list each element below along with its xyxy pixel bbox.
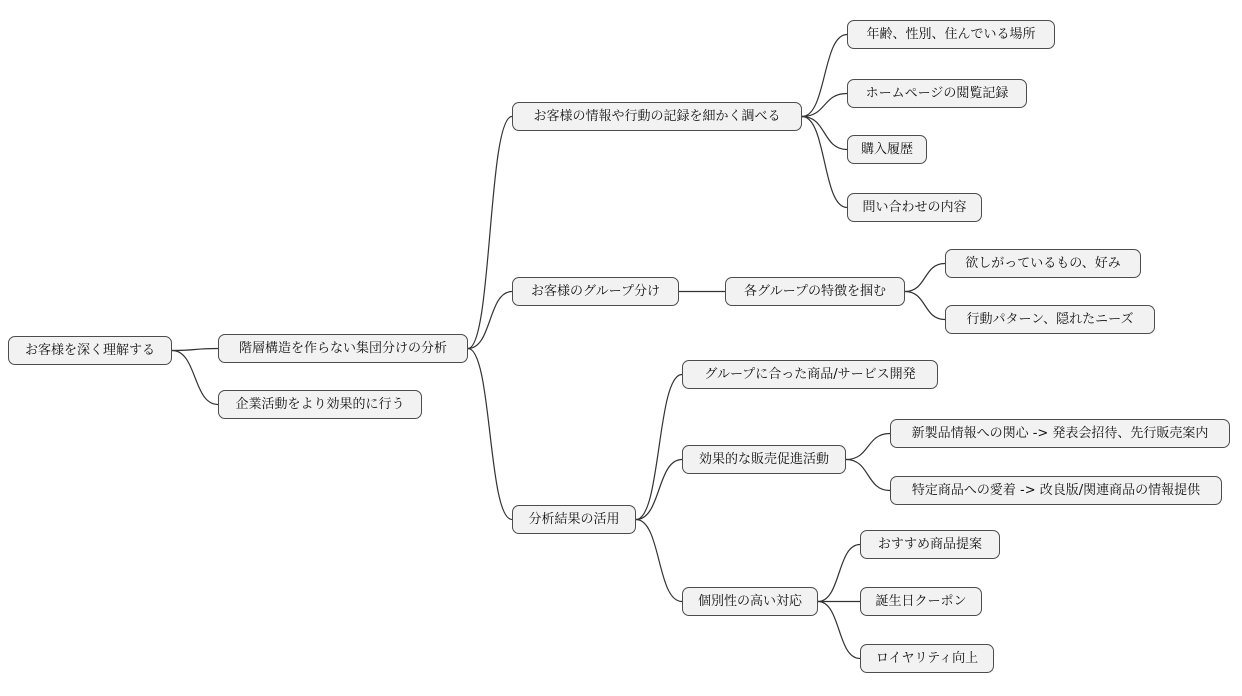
mindmap-node-label: 欲しがっているもの、好み	[965, 256, 1121, 271]
mindmap-node[interactable]	[860, 530, 1000, 559]
mindmap-edge	[905, 264, 945, 292]
mindmap-edge	[818, 545, 860, 602]
mindmap-node[interactable]	[512, 505, 636, 534]
mindmap-node-label: 効果的な販売促進活動	[698, 452, 829, 467]
mindmap-node-label: お客様のグループ分け	[531, 284, 660, 299]
mindmap-node[interactable]	[847, 135, 927, 164]
mindmap-edge	[802, 117, 847, 208]
mindmap-node[interactable]	[860, 587, 982, 616]
mindmap-node-label: おすすめ商品提案	[877, 537, 983, 552]
mindmap-node-label: 階層構造を作らない集団分けの分析	[238, 341, 447, 356]
mindmap-edge	[636, 375, 682, 520]
mindmap-node-label: 分析結果の活用	[528, 512, 620, 527]
mindmap-node[interactable]	[218, 390, 422, 419]
mindmap-edge	[636, 520, 682, 602]
mindmap-node[interactable]	[8, 336, 172, 365]
mindmap-node-label: 個別性の高い対応	[697, 594, 802, 609]
mindmap-node[interactable]	[725, 277, 905, 306]
mindmap-node[interactable]	[945, 249, 1141, 278]
mindmap-node-label: 行動パターン、隠れたニーズ	[966, 312, 1134, 327]
mindmap-node[interactable]	[890, 419, 1230, 448]
mindmap-node[interactable]	[682, 360, 938, 389]
mindmap-node-label: 新製品情報への関心 -> 発表会招待、先行販売案内	[911, 426, 1209, 441]
mindmap-node-label: お客様を深く理解する	[24, 343, 155, 358]
mindmap-node-label: 特定商品への愛着 -> 改良版/関連商品の情報提供	[911, 483, 1201, 498]
mindmap-node-label: 各グループの特徴を掴む	[744, 284, 886, 299]
mindmap-node-label: グループに合った商品/サービス開発	[704, 367, 916, 382]
mindmap-node-label: 購入履歴	[860, 142, 913, 157]
mindmap-node[interactable]	[847, 20, 1055, 49]
mindmap-node[interactable]	[890, 476, 1222, 505]
mindmap-node[interactable]	[860, 644, 994, 673]
mindmap-edge	[905, 292, 945, 320]
mindmap-node-label: 年齢、性別、住んでいる場所	[866, 27, 1036, 42]
mindmap-node-label: ロイヤリティ向上	[875, 651, 979, 666]
mindmap-node[interactable]	[512, 277, 679, 306]
mindmap-edge	[172, 349, 218, 351]
mindmap-edge	[172, 351, 218, 405]
mindmap-edge	[636, 460, 682, 520]
mindmap-node-label: 問い合わせの内容	[862, 200, 967, 215]
mindmap-node[interactable]	[512, 102, 802, 131]
mindmap-edge	[802, 117, 847, 150]
mindmap-node-label: ホームページの閲覧記録	[865, 86, 1009, 101]
mindmap-node[interactable]	[218, 334, 468, 363]
mindmap-edge	[846, 460, 890, 491]
mindmap-edge	[802, 94, 847, 117]
mindmap-edge	[468, 349, 512, 520]
mindmap-node-label: お客様の情報や行動の記録を細かく調べる	[533, 109, 781, 124]
mindmap-edge	[818, 602, 860, 659]
mindmap-node[interactable]	[847, 193, 982, 222]
mindmap-node[interactable]	[682, 587, 818, 616]
mindmap-edge	[468, 292, 512, 349]
mindmap-edge	[846, 434, 890, 460]
mindmap-node[interactable]	[945, 305, 1155, 334]
mindmap-node[interactable]	[847, 79, 1027, 108]
mindmap-edge	[468, 117, 512, 349]
mindmap-node-label: 企業活動をより効果的に行う	[235, 397, 405, 412]
mindmap-node[interactable]	[682, 445, 846, 474]
mindmap-edge	[802, 35, 847, 117]
mindmap-node-label: 誕生日クーポン	[875, 594, 967, 609]
